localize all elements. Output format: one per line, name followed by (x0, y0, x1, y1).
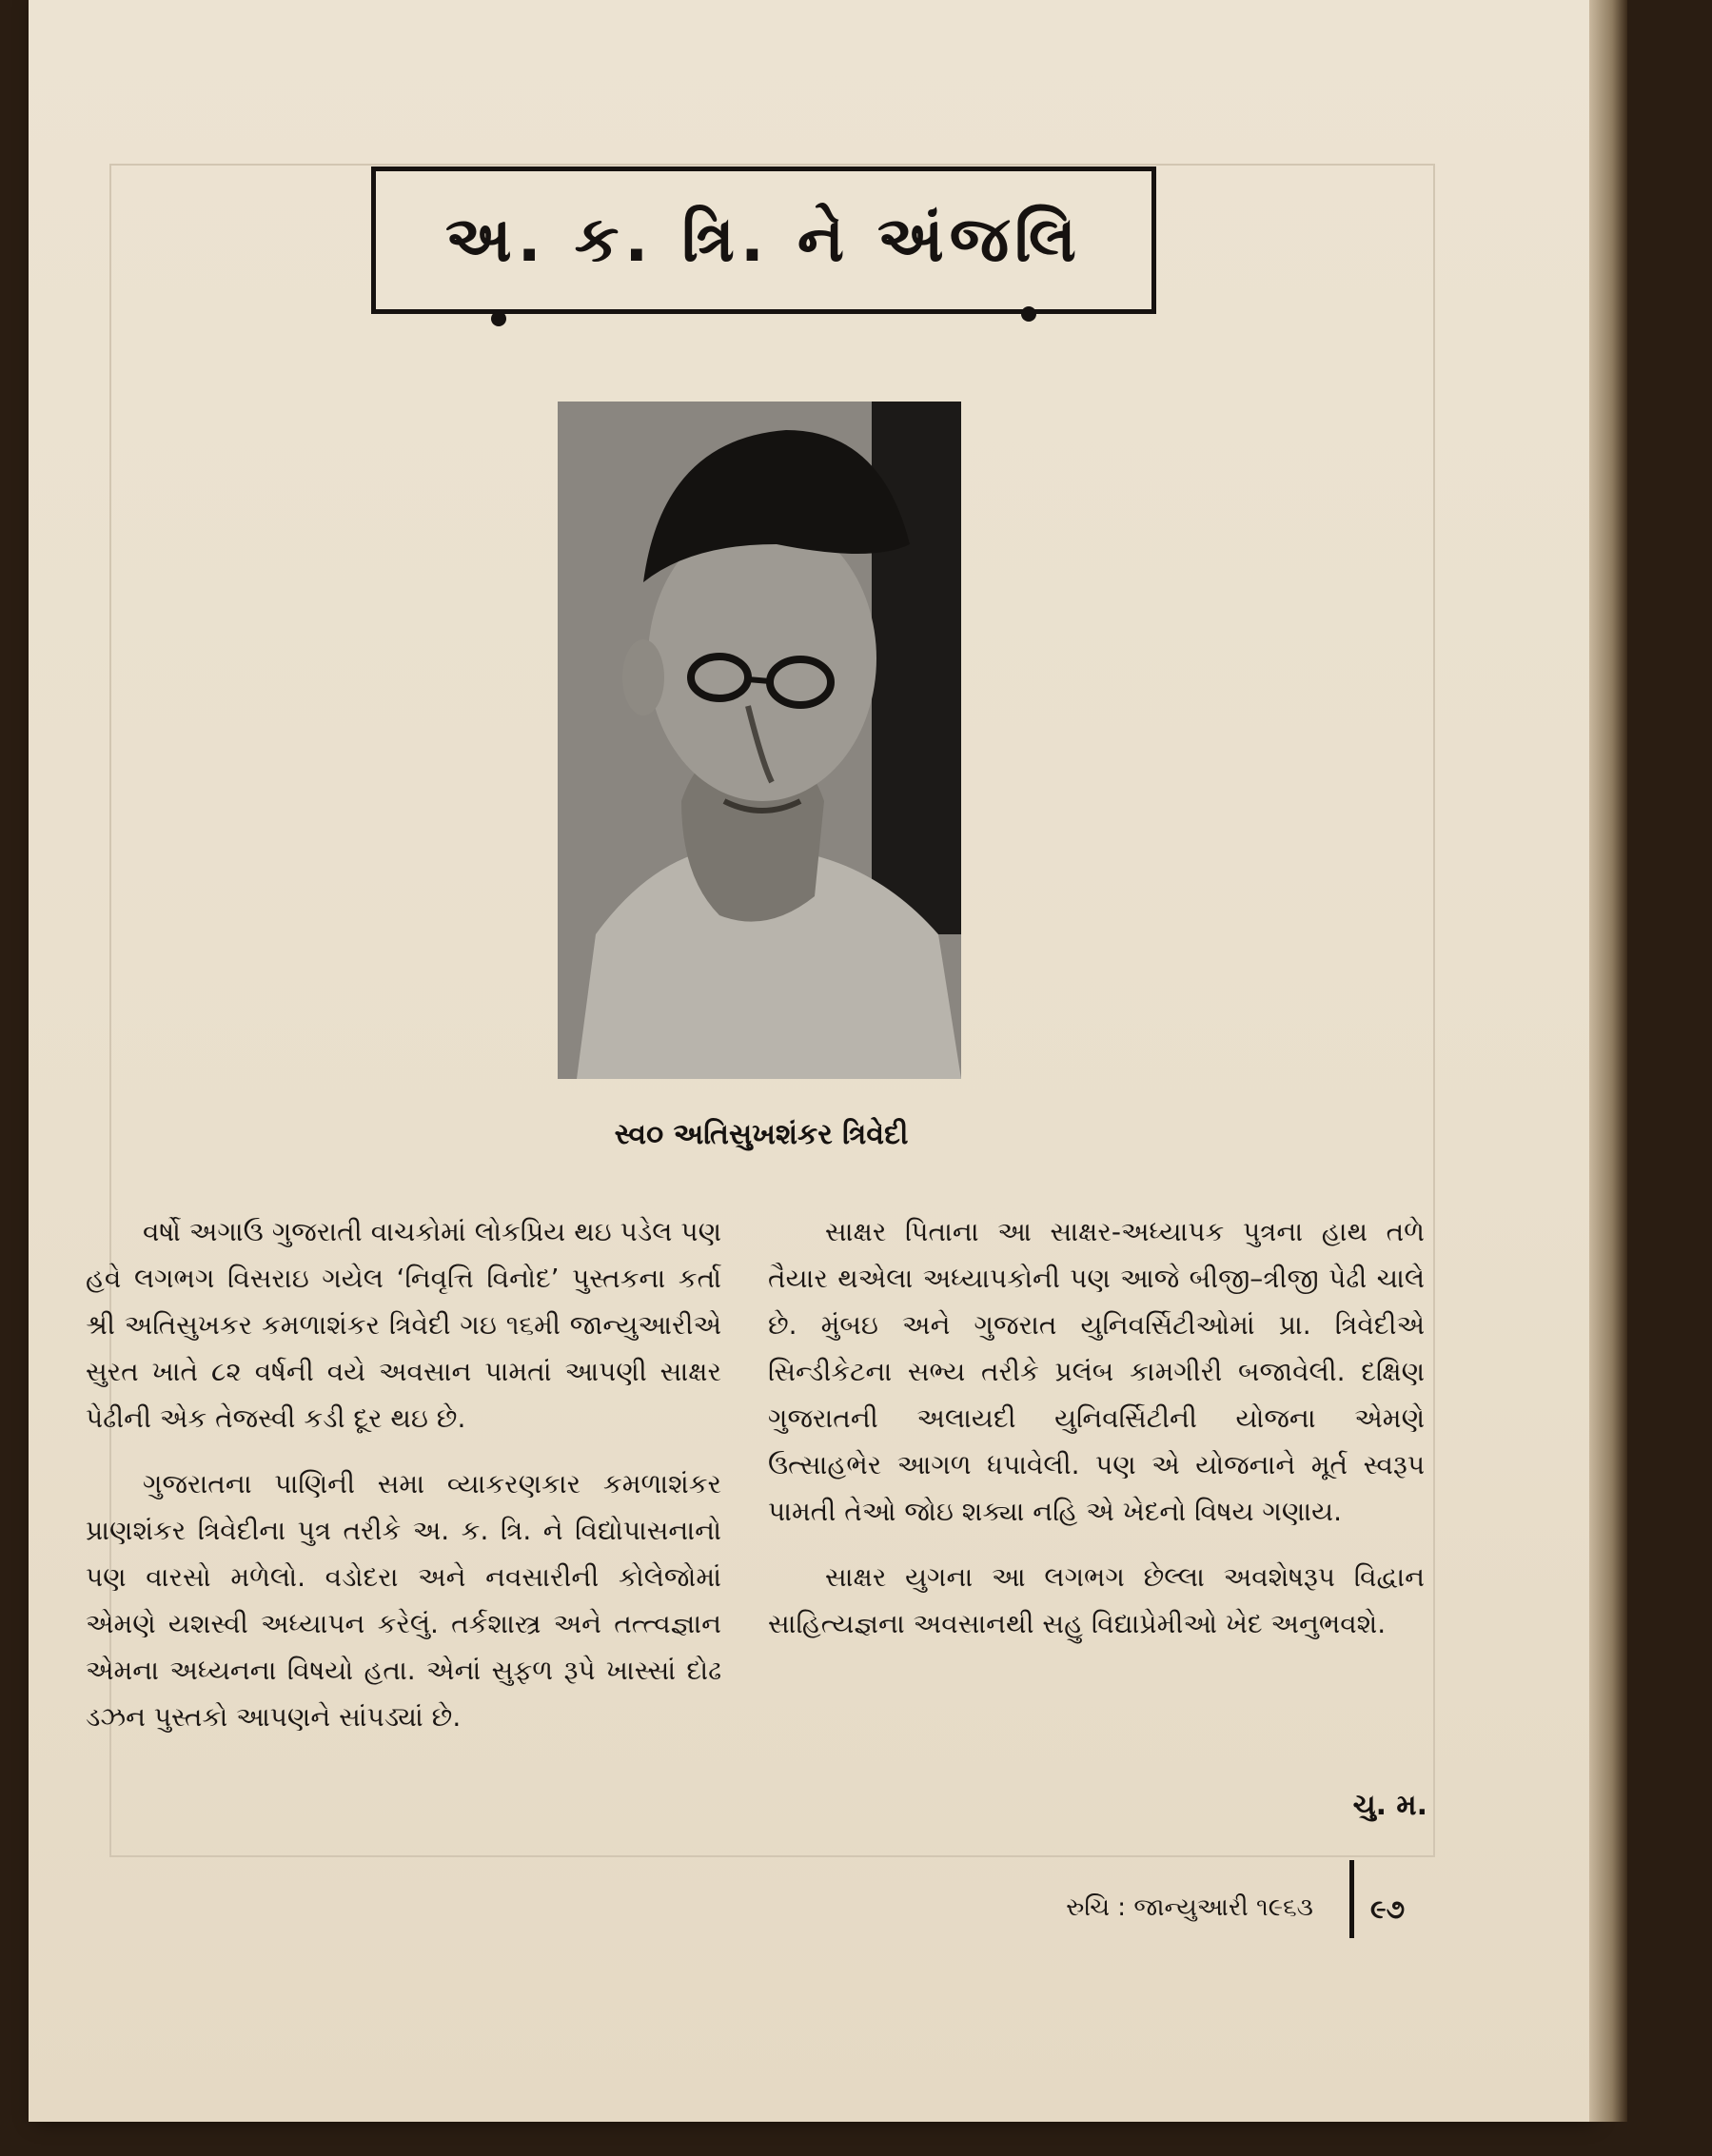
photo-caption: સ્વ૦ અતિસુખશંકર ત્રિવેદી (614, 1118, 909, 1151)
article-title: અ. ક. ત્રિ. ને અંજલિ (445, 203, 1082, 276)
publication-footer: રુચિ : જાન્યુઆરી ૧૯૬૩ (1066, 1893, 1313, 1922)
article-column-right (768, 1208, 1425, 1666)
portrait-illustration (558, 402, 961, 1079)
paragraph: સાક્ષર યુગના આ લગભગ છેલ્લા અવશેષરૂપ વિદ્વાન સાહિત્યજ્ઞના અવસાનથી સહુ વિદ્યાપ્રેમીઓ ખેદ અનુભવશે. (768, 1561, 1425, 1639)
title-box (371, 167, 1156, 314)
article-column-left (86, 1208, 721, 1759)
footer-divider (1349, 1860, 1354, 1938)
page-number: ૯૭ (1370, 1893, 1406, 1925)
paragraph: ગુજરાતના પાણિની સમા વ્યાકરણકાર કમળાશંકર પ્રાણશંકર ત્રિવેદીના પુત્ર તરીકે અ. ક. ત્રિ. ને વિદ્યોપાસનાનો પણ વારસો મળેલો. વડોદરા અને નવસારીની કોલેજોમાં એમણે યશસ્વી અધ્યાપન કરેલું. તર્કશાસ્ત્ર અને તત્ત્વજ્ઞાન એમના અધ્યનના વિષયો હતા. એનાં સુફળ રૂપે ખાસ્સાં દોઢ ડઝન પુસ્તકો આપણને સાંપડ્યાં છે. (86, 1468, 721, 1733)
title-left-dot (491, 311, 506, 326)
author-initials: ચુ. મ. (1352, 1789, 1427, 1822)
page-edge-shadow (1589, 0, 1627, 2122)
title-right-dot (1021, 306, 1036, 322)
portrait-photo (558, 402, 961, 1079)
paragraph: સાક્ષર પિતાના આ સાક્ષર-અધ્યાપક પુત્રના હાથ તળે તૈયાર થએલા અધ્યાપકોની પણ આજે બીજી–ત્રીજી પેઢી ચાલે છે. મુંબઇ અને ગુજરાત યુનિવર્સિટીઓમાં પ્રા. ત્રિવેદીએ સિન્ડીકેટના સભ્ય તરીકે પ્રલંબ કામગીરી બજાવેલી. દક્ષિણ ગુજરાતની અલાયદી યુનિવર્સિટીની યોજના એમણે ઉત્સાહભેર આગળ ધપાવેલી. પણ એ યોજનાને મૂર્ત સ્વરૂપ પામતી તેઓ જોઇ શક્યા નહિ એ ખેદનો વિષય ગણાય. (768, 1216, 1425, 1527)
paragraph: વર્ષો અગાઉ ગુજરાતી વાચકોમાં લોકપ્રિય થઇ પડેલ પણ હવે લગભગ વિસરાઇ ગયેલ ‘નિવૃત્તિ વિનોદ’ પુસ્તકના કર્તા શ્રી અતિસુખકર કમળાશંકર ત્રિવેદી ગઇ ૧૬મી જાન્યુઆરીએ સુરત ખાતે ૮૨ વર્ષની વયે અવસાન પામતાં આપણી સાક્ષર પેઢીની એક તેજસ્વી કડી દૂર થઇ છે. (86, 1216, 721, 1434)
